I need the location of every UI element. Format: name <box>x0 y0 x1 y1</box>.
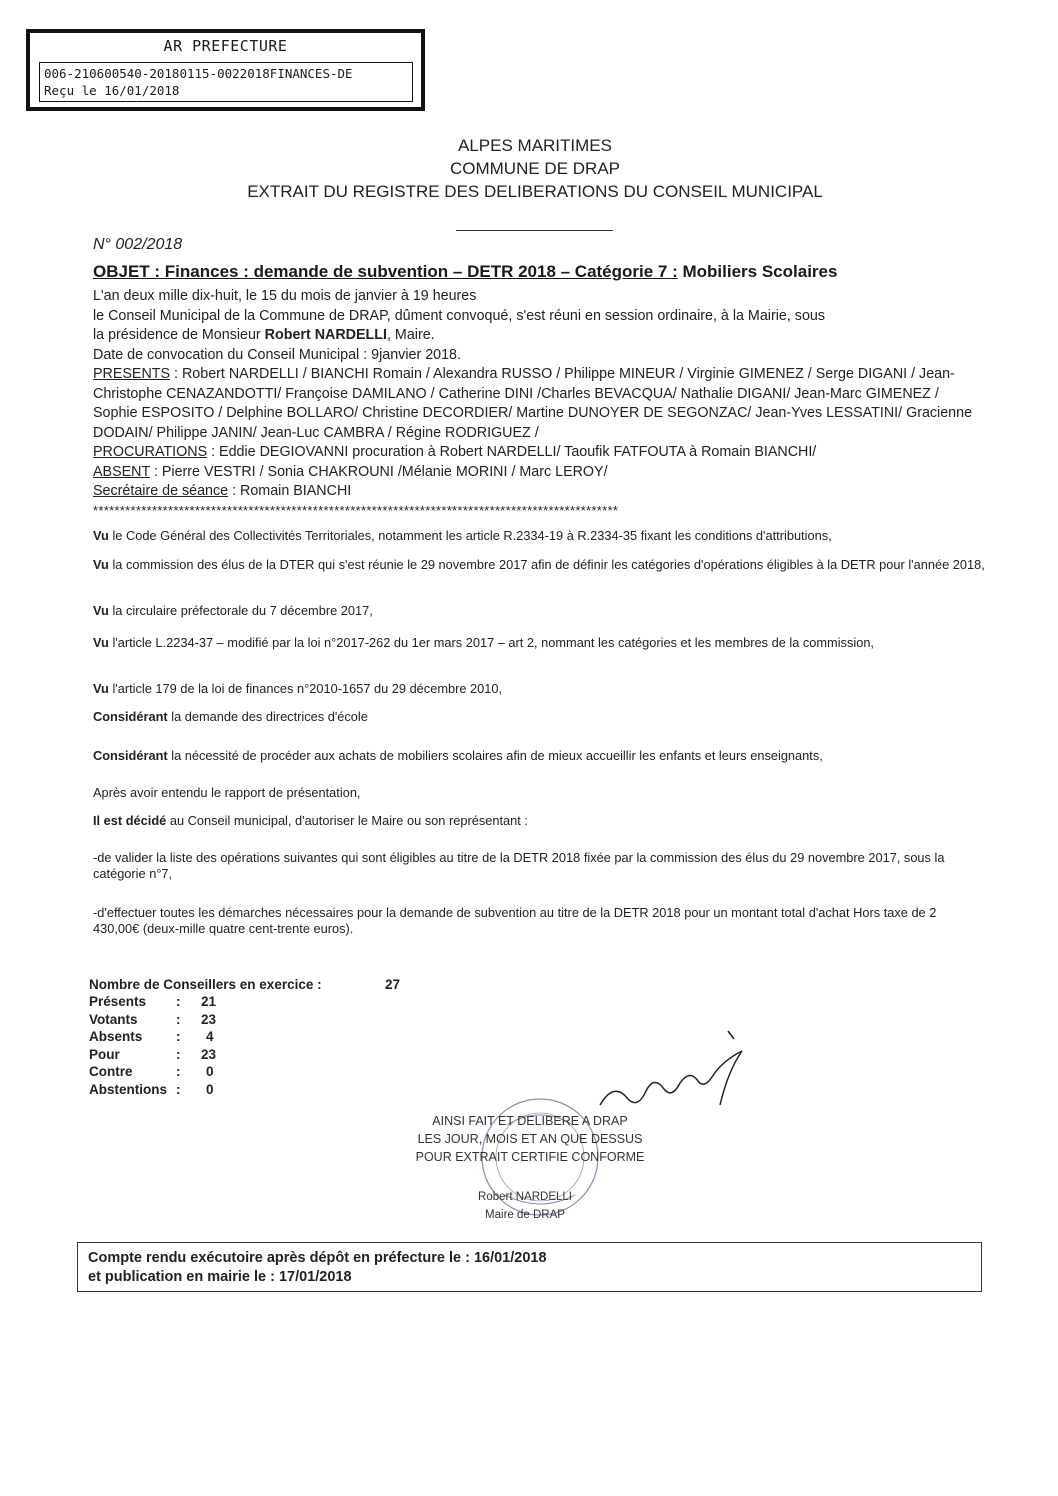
separator-stars: ************************************************************************************************** <box>93 503 619 518</box>
vu-cgct <box>93 528 985 544</box>
count-label: Contre <box>89 1064 133 1079</box>
considerant-text: la nécessité de procéder aux achats de mobiliers scolaires afin de mieux accueillir les enfants et leurs enseignants, <box>167 748 823 763</box>
signature-line-1: AINSI FAIT ET DELIBERE A DRAP <box>432 1114 628 1128</box>
count-value: 23 <box>201 1012 217 1027</box>
procurations-text: : Eddie DEGIOVANNI procuration à Robert NARDELLI/ Taoufik FATFOUTA à Romain BIANCHI/ <box>207 444 817 460</box>
vu-text: l'article 179 de la loi de finances n°2010-1657 du 29 décembre 2010, <box>108 681 503 696</box>
count-label: Abstentions <box>89 1082 168 1097</box>
signer-name: Robert NARDELLI <box>478 1191 572 1203</box>
total-value: 27 <box>385 977 401 992</box>
deliberation-number: N° 002/2018 <box>93 236 183 253</box>
vu-label: Vu <box>93 681 109 696</box>
stamp-received: Reçu le 16/01/2018 <box>44 83 180 98</box>
vu-loi-finances <box>93 681 985 697</box>
mayor-name: Robert NARDELLI <box>264 327 387 343</box>
signature-line-2: LES JOUR, MOIS ET AN QUE DESSUS <box>417 1132 643 1146</box>
absent-text: : Pierre VESTRI / Sonia CHAKROUNI /Mélanie MORINI / Marc LEROY/ <box>149 463 608 480</box>
session-intro <box>93 287 985 502</box>
count-sep: : <box>176 1012 181 1027</box>
count-sep: : <box>176 994 181 1009</box>
subject-suffix: Mobiliers Scolaires <box>677 262 838 281</box>
count-value: 21 <box>201 994 217 1009</box>
stamp-title: AR PREFECTURE <box>163 37 288 55</box>
considerant-demande <box>93 709 985 725</box>
presidency-text: la présidence de Monsieur <box>93 327 265 343</box>
procurations-list <box>93 443 985 463</box>
signature-line-3: POUR EXTRAIT CERTIFIE CONFORME <box>415 1150 645 1164</box>
apres-rapport: Après avoir entendu le rapport de présentation, <box>93 785 361 800</box>
vu-label: Vu <box>93 528 109 543</box>
signer <box>455 1188 595 1224</box>
footer-prefecture-deposit: Compte rendu exécutoire après dépôt en préfecture le : 16/01/2018 <box>88 1250 547 1266</box>
vu-text: la commission des élus de la DTER qui s'est réunie le 29 novembre 2017 afin de définir les catégories d'opérations éligibles à la DETR pour l'année 2018, <box>108 557 985 572</box>
vu-circulaire <box>93 603 985 619</box>
secretary-label: Secrétaire de séance <box>93 483 229 499</box>
count-label: Votants <box>89 1012 138 1027</box>
decision-text: au Conseil municipal, d'autoriser le Maire ou son représentant : <box>166 813 528 828</box>
considerant-label: Considérant <box>93 748 168 763</box>
convocation-date: Date de convocation du Conseil Municipal : 9janvier 2018. <box>93 346 461 363</box>
decision-line <box>93 813 985 829</box>
count-sep: : <box>176 1029 181 1044</box>
subject-prefix: OBJET : Finances : demande de subvention – DETR 2018 – Catégorie 7 : <box>93 262 678 281</box>
deliberation-subject <box>93 262 837 282</box>
signature-block <box>395 1112 665 1166</box>
presents-text: : Robert NARDELLI / BIANCHI Romain / Alexandra RUSSO / Philippe MINEUR / Virginie GIMENEZ / Serge DIGANI / Jean-Christophe CENAZANDOTTI/ Françoise DAMILANO / Catherine DINI /Charles BEVACQUA/ Nathalie DIGANI/ Jean-Marc GIMENEZ / Sophie ESPOSITO / Delphine BOLLARO/ Christine DECORDIER/ Martine DUNOYER DE SEGONZAC/ Jean-Yves LESSATINI/ Gracienne DODAIN/ Philippe JANIN/ Jean-Luc CAMBRA / Régine RODRIGUEZ / <box>93 366 973 441</box>
count-value: 4 <box>206 1029 214 1044</box>
decision-item-1: -de valider la liste des opérations suivantes qui sont éligibles au titre de la DETR 2018 fixée par la commission des élus du 29 novembre 2017, sous la catégorie n°7, <box>93 850 945 881</box>
secretary-line <box>93 482 985 502</box>
absent-label: ABSENT <box>93 463 150 480</box>
executory-footer <box>77 1242 982 1292</box>
considerant-label: Considérant <box>93 709 168 724</box>
vu-text: l'article L.2234-37 – modifié par la loi n°2017-262 du 1er mars 2017 – art 2, nommant les catégories et les membres de la commission, <box>108 635 874 650</box>
vu-text: le Code Général des Collectivités Territoriales, notamment les article R.2334-19 à R.2334-35 fixant les conditions d'attributions, <box>108 528 832 543</box>
stamp-reference-box <box>39 62 413 102</box>
presidency-end: , Maire. <box>386 327 435 343</box>
header-commune: COMMUNE DE DRAP <box>449 159 620 178</box>
vu-label: Vu <box>93 557 109 572</box>
header-department: ALPES MARITIMES <box>458 136 612 155</box>
header-register: EXTRAIT DU REGISTRE DES DELIBERATIONS DU CONSEIL MUNICIPAL <box>247 182 823 201</box>
count-label: Absents <box>89 1029 143 1044</box>
count-value: 0 <box>206 1064 214 1079</box>
count-value: 0 <box>206 1082 214 1097</box>
vu-article <box>93 635 985 651</box>
count-sep: : <box>176 1047 181 1062</box>
document-header <box>0 134 1058 203</box>
prefecture-stamp <box>26 29 425 111</box>
header-divider <box>456 230 613 231</box>
session-council-line: le Conseil Municipal de la Commune de DRAP, dûment convoqué, s'est réuni en session ordinaire, à la Mairie, sous <box>93 307 825 324</box>
absent-list <box>93 463 985 483</box>
decision-item-2: -d'effectuer toutes les démarches nécessaires pour la demande de subvention au titre de la DETR 2018 pour un montant total d'achat Hors taxe de 2 430,00€ (deux-mille quatre cent-trente euros). <box>93 905 937 936</box>
presents-list <box>93 365 985 443</box>
session-date: L'an deux mille dix-huit, le 15 du mois de janvier à 19 heures <box>93 288 477 304</box>
count-sep: : <box>176 1064 181 1079</box>
procurations-label: PROCURATIONS <box>93 444 208 460</box>
signer-title: Maire de DRAP <box>485 1209 565 1221</box>
count-sep: : <box>176 1082 181 1097</box>
total-label: Nombre de Conseillers en exercice : <box>89 977 322 992</box>
session-presidency <box>93 326 985 346</box>
vu-label: Vu <box>93 635 109 650</box>
footer-publication: et publication en mairie le : 17/01/2018 <box>88 1269 352 1285</box>
vu-commission <box>93 557 985 573</box>
vu-text: la circulaire préfectorale du 7 décembre 2017, <box>108 603 373 618</box>
vu-label: Vu <box>93 603 109 618</box>
considerant-text: la demande des directrices d'école <box>167 709 368 724</box>
count-label: Présents <box>89 994 147 1009</box>
considerant-necessite <box>93 748 985 764</box>
presents-label: PRESENTS <box>93 366 171 382</box>
count-value: 23 <box>201 1047 217 1062</box>
secretary-text: : Romain BIANCHI <box>228 483 352 499</box>
count-label: Pour <box>89 1047 120 1062</box>
stamp-reference: 006-210600540-20180115-0022018FINANCES-DE <box>44 66 353 81</box>
decision-label: Il est décidé <box>93 813 167 828</box>
